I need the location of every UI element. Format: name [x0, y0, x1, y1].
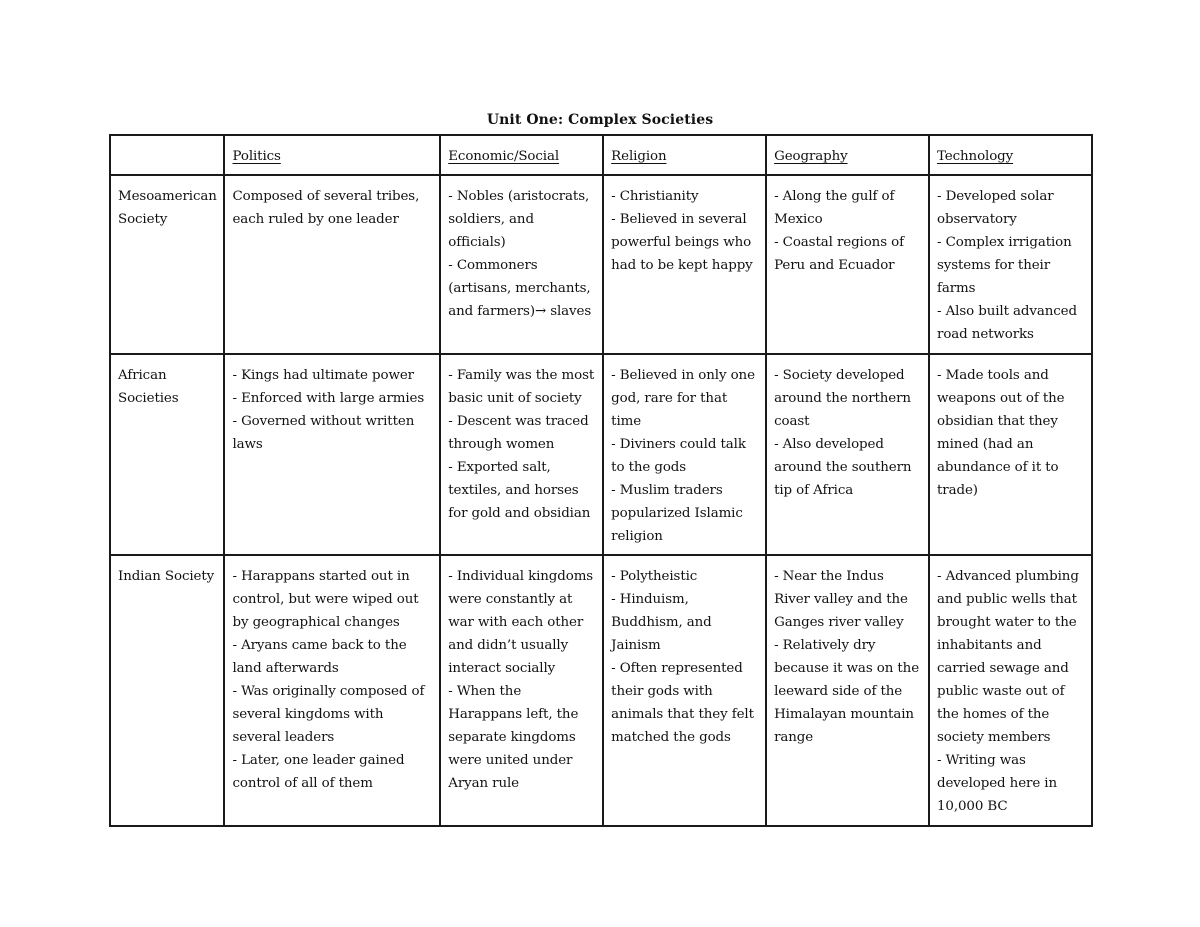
cell-mesoamerican-economic [440, 175, 603, 354]
cell-line: - Relatively dry because it was on the leeward side of the Himalayan mountain range [774, 638, 920, 745]
cell-line: - Often represented their gods with animals that they felt matched the gods [611, 661, 754, 745]
cell-african-geography [766, 354, 929, 555]
cell-line: - Near the Indus River valley and the Ganges river valley [774, 569, 908, 630]
cell-mesoamerican-geography [766, 175, 929, 354]
cell-indian-technology [929, 555, 1092, 826]
cell-line: - Individual kingdoms were constantly at war with each other and didn’t usually interact socially [448, 569, 594, 676]
table-row-indian [110, 555, 1092, 826]
header-geography [766, 135, 929, 175]
table-header-row [110, 135, 1092, 175]
cell-line: - Aryans came back to the land afterwards [232, 638, 407, 676]
cell-line: - Hinduism, Buddhism, and Jainism [611, 592, 712, 653]
cell-line: - Kings had ultimate power [232, 368, 414, 383]
header-economic-social-label: Economic/Social [448, 149, 560, 164]
header-technology [929, 135, 1092, 175]
header-geography-label: Geography [774, 149, 848, 164]
cell-line: - Harappans started out in control, but were wiped out by geographical changes [232, 569, 419, 630]
cell-mesoamerican-religion [603, 175, 766, 354]
document-title: Unit One: Complex Societies [486, 112, 714, 128]
cell-line: - Enforced with large armies [232, 391, 425, 406]
cell-african-politics [224, 354, 440, 555]
header-religion [603, 135, 766, 175]
cell-line: - Also developed around the southern tip of Africa [774, 437, 912, 498]
cell-line: - Coastal regions of Peru and Ecuador [774, 235, 904, 273]
cell-line: - Commoners (artisans, merchants, and farmers)→ slaves [448, 258, 592, 319]
corner-cell [110, 135, 224, 175]
header-technology-label: Technology [937, 149, 1014, 164]
cell-mesoamerican-politics [224, 175, 440, 354]
cell-line: - Writing was developed here in 10,000 BC [937, 753, 1058, 814]
cell-indian-politics [224, 555, 440, 826]
cell-line: - Was originally composed of several kingdoms with several leaders [232, 684, 425, 745]
cell-line: - Advanced plumbing and public wells that brought water to the inhabitants and carried sewage and public waste out of the homes of the society members [937, 569, 1079, 745]
cell-line: - Nobles (aristocrats, soldiers, and officials) [448, 189, 590, 250]
cell-indian-religion [603, 555, 766, 826]
header-politics [224, 135, 440, 175]
cell-line: - Society developed around the northern coast [774, 368, 911, 429]
header-politics-label: Politics [232, 149, 281, 164]
row-label-indian: Indian Society [110, 555, 224, 826]
header-religion-label: Religion [611, 149, 667, 164]
cell-line: - Developed solar observatory [937, 189, 1054, 227]
row-label-mesoamerican: Mesoamerican Society [110, 175, 224, 354]
cell-line: - Also built advanced road networks [937, 304, 1077, 342]
cell-line: - Believed in only one god, rare for that time [611, 368, 755, 429]
header-economic-social [440, 135, 603, 175]
cell-line: - Later, one leader gained control of all of them [232, 753, 405, 791]
cell-line: - Governed without written laws [232, 414, 415, 452]
row-label-african: African Societies [110, 354, 224, 555]
cell-african-economic [440, 354, 603, 555]
cell-line: - Family was the most basic unit of society [448, 368, 595, 406]
table-row-mesoamerican [110, 175, 1092, 354]
cell-line: - Complex irrigation systems for their farms [937, 235, 1072, 296]
cell-line: - Diviners could talk to the gods [611, 437, 746, 475]
cell-mesoamerican-technology [929, 175, 1092, 354]
cell-indian-geography [766, 555, 929, 826]
cell-line: - Made tools and weapons out of the obsidian that they mined (had an abundance of it to trade) [937, 368, 1065, 498]
cell-african-religion [603, 354, 766, 555]
cell-line: Composed of several tribes, each ruled by one leader [232, 189, 420, 227]
cell-line: - Believed in several powerful beings who had to be kept happy [611, 212, 753, 273]
cell-line: - Exported salt, textiles, and horses for gold and obsidian [448, 460, 591, 521]
cell-indian-economic [440, 555, 603, 826]
cell-line: - Muslim traders popularized Islamic religion [611, 483, 743, 544]
cell-african-technology [929, 354, 1092, 555]
cell-line: - Polytheistic [611, 569, 698, 584]
cell-line: - Christianity [611, 189, 699, 204]
societies-table [109, 134, 1093, 827]
cell-line: - Descent was traced through women [448, 414, 589, 452]
table-row-african [110, 354, 1092, 555]
cell-line: - Along the gulf of Mexico [774, 189, 895, 227]
cell-line: - When the Harappans left, the separate kingdoms were united under Aryan rule [448, 684, 579, 791]
